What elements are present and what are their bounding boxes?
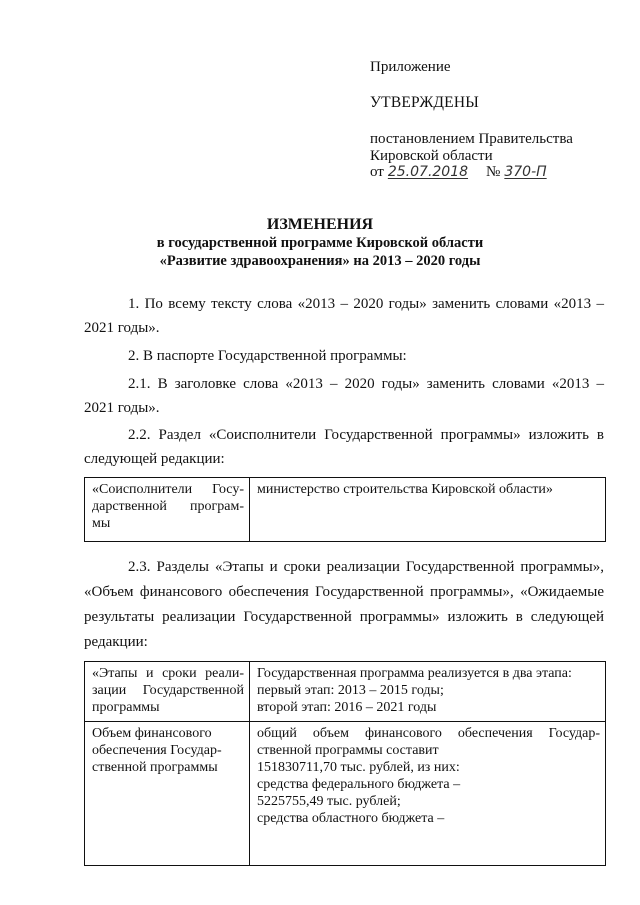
- table-cell-value: [250, 478, 606, 542]
- coexecutors-table: [84, 477, 606, 542]
- paragraph-2-2-line-2: следующей редакции:: [84, 451, 225, 467]
- paragraph-1-line-1: 1. По всему тексту слова «2013 – 2020 годы» заменить словами «2013 –: [128, 296, 604, 312]
- cell-line: министерство строительства Кировской области»: [257, 482, 553, 497]
- document-subtitle-line-2: «Развитие здравоохранения» на 2013 – 2020 годы: [159, 253, 481, 269]
- cell-line: средства областного бюджета –: [257, 811, 445, 826]
- cell-line: зации Государственной: [92, 683, 244, 698]
- resolution-date-line: [370, 163, 551, 181]
- cell-line: Объем финансового: [92, 726, 212, 741]
- cell-line: программы: [92, 700, 160, 715]
- resolution-line-1: постановлением Правительства: [370, 131, 573, 147]
- handwritten-date: 25.07.2018: [387, 164, 469, 180]
- cell-line: ственной программы: [92, 760, 218, 775]
- cell-line: средства федерального бюджета –: [257, 777, 461, 792]
- date-prefix: от: [370, 164, 384, 180]
- document-subtitle-line-1: в государственной программе Кировской области: [156, 235, 484, 251]
- table-cell-value: [250, 722, 606, 866]
- document-heading: ИЗМЕНЕНИЯ: [266, 216, 374, 233]
- cell-line: общий объем финансового обеспечения Государ-: [257, 726, 600, 741]
- cell-line: 151830711,70 тыс. рублей, из них:: [257, 760, 460, 775]
- paragraph-2: 2. В паспорте Государственной программы:: [128, 348, 407, 364]
- paragraph-2-3-line-2: «Объем финансового обеспечения Государственной программы», «Ожидаемые: [84, 584, 604, 600]
- table-cell-label: [85, 662, 250, 722]
- cell-line: «Этапы и сроки реали-: [92, 666, 244, 681]
- paragraph-2-3-line-4: редакции:: [84, 634, 148, 650]
- cell-line: ственной программы составит: [257, 743, 439, 758]
- cell-line: дарственной програм-: [92, 499, 244, 514]
- table-row: [85, 722, 606, 866]
- paragraph-1-line-2: 2021 годы».: [84, 320, 160, 336]
- number-label: №: [486, 164, 501, 180]
- approved-label: УТВЕРЖДЕНЫ: [370, 94, 479, 111]
- paragraph-2-3-line-3: результаты реализации Государственной программы» изложить в следующей: [84, 609, 604, 625]
- appendix-label: Приложение: [370, 59, 451, 75]
- cell-line: мы: [92, 516, 111, 531]
- resolution-line-2: Кировской области: [370, 148, 493, 164]
- table-cell-label: [85, 478, 250, 542]
- program-passport-table: [84, 661, 606, 866]
- cell-line: Государственная программа реализуется в два этапа:: [257, 666, 572, 681]
- handwritten-number: 370-П: [504, 164, 547, 180]
- cell-line: «Соисполнители Госу-: [92, 482, 244, 497]
- paragraph-2-2-line-1: 2.2. Раздел «Соисполнители Государственной программы» изложить в: [128, 427, 604, 443]
- table-row: [85, 478, 606, 542]
- paragraph-2-1-line-2: 2021 годы».: [84, 400, 160, 416]
- cell-line: первый этап: 2013 – 2015 годы;: [257, 683, 444, 698]
- cell-line: обеспечения Государ-: [92, 743, 222, 758]
- cell-line: второй этап: 2016 – 2021 годы: [257, 700, 437, 715]
- paragraph-2-1-line-1: 2.1. В заголовке слова «2013 – 2020 годы» заменить словами «2013 –: [128, 376, 604, 392]
- table-cell-label: [85, 722, 250, 866]
- table-cell-value: [250, 662, 606, 722]
- paragraph-2-3-line-1: 2.3. Разделы «Этапы и сроки реализации Государственной программы»,: [128, 559, 604, 575]
- cell-line: 5225755,49 тыс. рублей;: [257, 794, 401, 809]
- table-row: [85, 662, 606, 722]
